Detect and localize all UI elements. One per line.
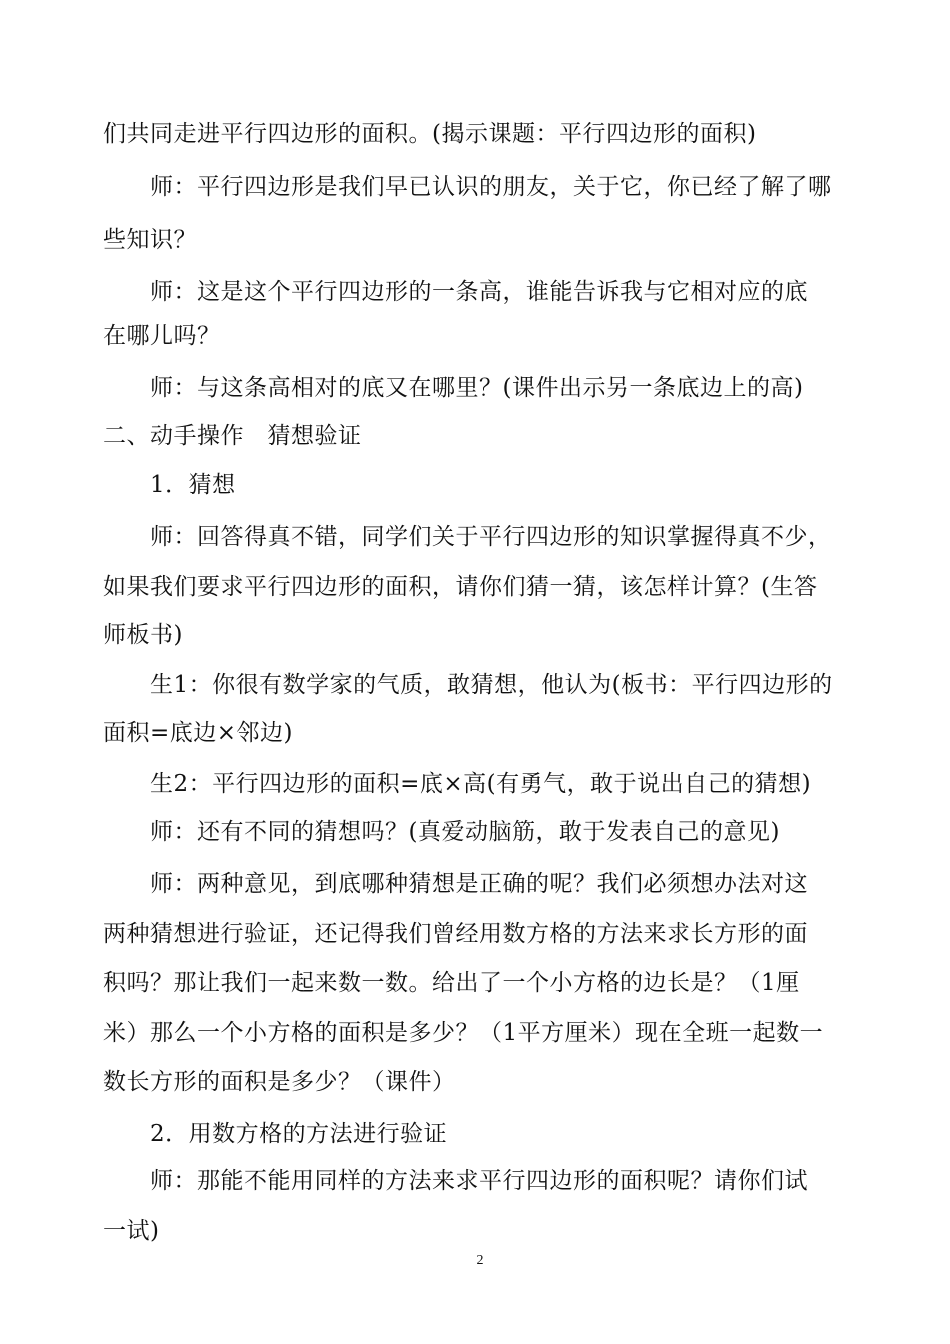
text-line: 师板书) (103, 622, 183, 648)
text-line: 生2：平行四边形的面积=底×高(有勇气，敢于说出自己的猜想) (150, 771, 812, 797)
text-line: 师：这是这个平行四边形的一条高，谁能告诉我与它相对应的底 (150, 279, 808, 305)
text-line: 师：还有不同的猜想吗？(真爱动脑筋，敢于发表自己的意见) (150, 819, 780, 845)
text-line: 师：与这条高相对的底又在哪里？(课件出示另一条底边上的高) (150, 375, 804, 401)
text-line: 师：回答得真不错，同学们关于平行四边形的知识掌握得真不少， (150, 524, 832, 550)
section-heading: 二、动手操作 猜想验证 (103, 423, 362, 449)
subsection-heading: 2．用数方格的方法进行验证 (150, 1121, 448, 1147)
text-line: 些知识？ (103, 227, 197, 253)
text-line: 师：两种意见，到底哪种猜想是正确的呢？我们必须想办法对这 (150, 871, 808, 897)
text-line: 米）那么一个小方格的面积是多少？（1平方厘米）现在全班一起数一 (103, 1020, 824, 1046)
text-line: 生1：你很有数学家的气质，敢猜想，他认为(板书：平行四边形的 (150, 672, 833, 698)
text-line: 在哪儿吗？ (103, 323, 221, 349)
text-line: 们共同走进平行四边形的面积。(揭示课题：平行四边形的面积) (103, 121, 757, 147)
text-line: 一试) (103, 1218, 160, 1244)
text-line: 师：平行四边形是我们早已认识的朋友，关于它，你已经了解了哪 (150, 174, 832, 200)
text-line: 如果我们要求平行四边形的面积，请你们猜一猜，该怎样计算？(生答 (103, 574, 818, 600)
text-line: 师：那能不能用同样的方法来求平行四边形的面积呢？请你们试 (150, 1168, 808, 1194)
text-line: 面积=底边×邻边) (103, 720, 294, 746)
text-line: 积吗？那让我们一起来数一数。给出了一个小方格的边长是？（1厘 (103, 970, 800, 996)
subsection-heading: 1．猜想 (150, 472, 236, 498)
text-line: 数长方形的面积是多少？（课件） (103, 1069, 456, 1095)
page-number: 2 (476, 1253, 484, 1268)
text-line: 两种猜想进行验证，还记得我们曾经用数方格的方法来求长方形的面 (103, 921, 808, 947)
